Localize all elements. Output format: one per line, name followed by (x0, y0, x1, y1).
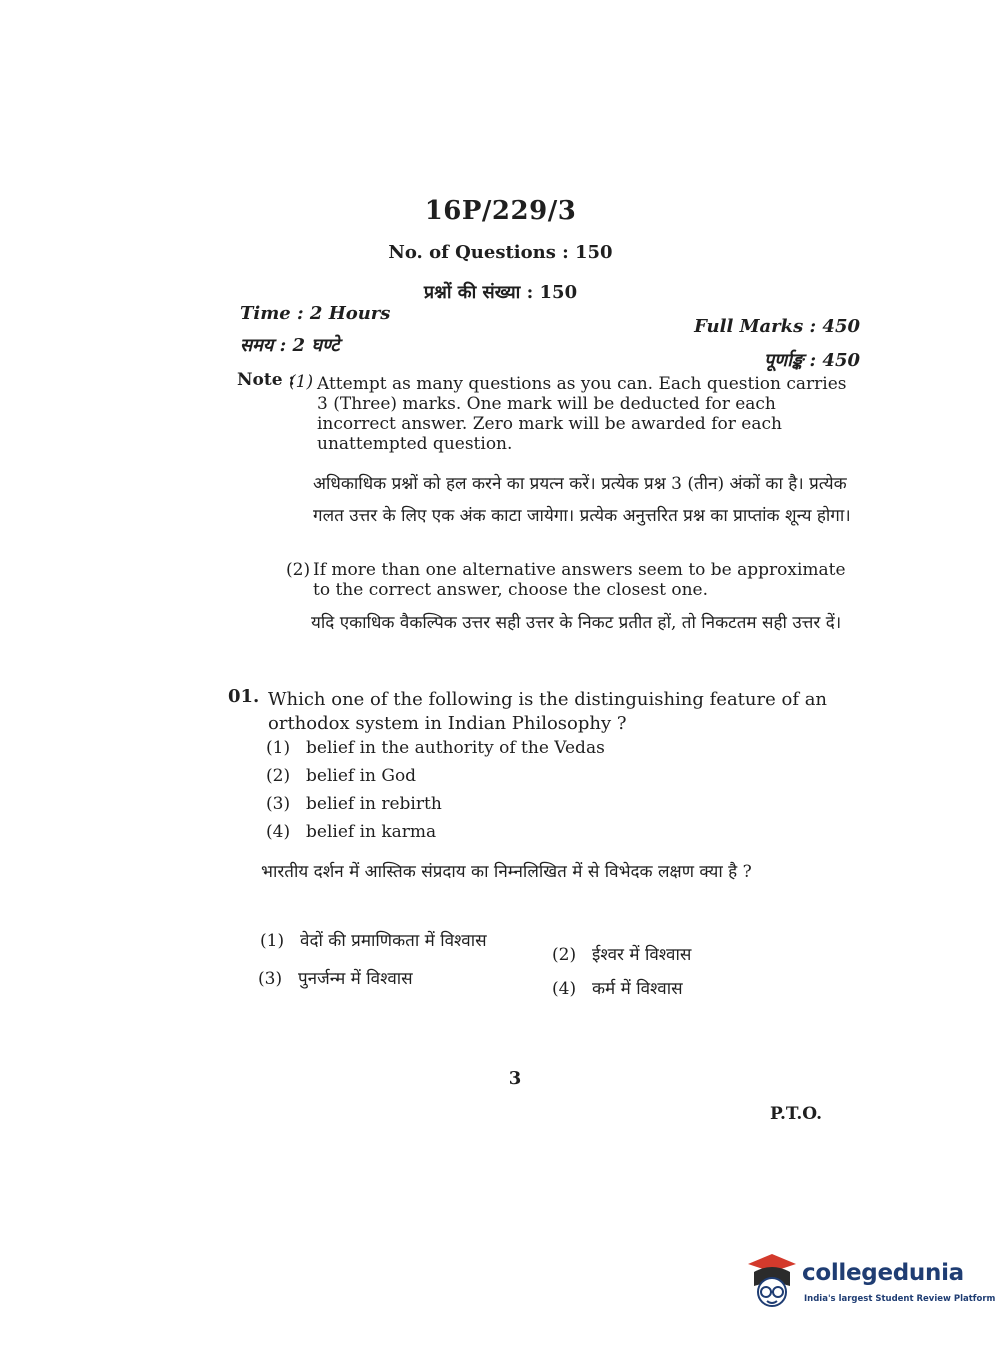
note-1-en: Attempt as many questions as you can. Each question carries 3 (Three) marks. One mark will be deducted for each incorrect answer. Zero mark will be awarded for each unattempted question. (317, 374, 847, 454)
option-en-1 (266, 738, 605, 758)
option-number: (1) (260, 931, 285, 951)
option-en-4 (266, 822, 436, 842)
option-number: (2) (552, 945, 577, 965)
option-text: कर्म में विश्वास (592, 979, 683, 999)
page-number: 3 (508, 1068, 522, 1089)
collegedunia-watermark (742, 1250, 996, 1312)
option-text: belief in God (306, 766, 417, 786)
option-number: (4) (266, 822, 291, 842)
paper-code: 16P/229/3 (424, 196, 577, 226)
option-number: (3) (266, 794, 291, 814)
full-marks-hi: पूर्णाङ्क : 450 (763, 350, 860, 371)
option-text: वेदों की प्रमाणिकता में विश्वास (300, 931, 487, 951)
option-en-2 (266, 766, 416, 786)
time-en: Time : 2 Hours (240, 303, 391, 324)
question-text-hi: भारतीय दर्शन में आस्तिक संप्रदाय का निम्नलिखित में से विभेदक लक्षण क्या है ? (261, 862, 752, 882)
pto-label: P.T.O. (770, 1104, 822, 1124)
option-text: belief in rebirth (306, 794, 442, 814)
student-mascot-icon (742, 1250, 800, 1312)
option-number: (4) (552, 979, 577, 999)
option-number: (3) (258, 969, 283, 989)
note-label: Note : (237, 370, 295, 390)
full-marks-en: Full Marks : 450 (694, 316, 860, 337)
time-hi: समय : 2 घण्टे (240, 335, 340, 356)
option-number: (1) (266, 738, 291, 758)
num-questions-en: No. of Questions : 150 (388, 242, 613, 263)
question-number: 01. (228, 686, 260, 707)
watermark-name: collegedunia (802, 1260, 964, 1286)
num-questions-hi: प्रश्नों की संख्या : 150 (423, 282, 578, 303)
option-text: belief in the authority of the Vedas (306, 738, 605, 758)
option-text: पुनर्जन्म में विश्वास (298, 969, 413, 989)
watermark-tagline: India's largest Student Review Platform (804, 1294, 996, 1304)
option-hi-2 (552, 942, 691, 965)
option-hi-3 (258, 966, 413, 989)
note-2-number: (2) (286, 560, 311, 580)
question-text-en: Which one of the following is the distinguishing feature of an orthodox system in Indian Philosophy ? (268, 689, 828, 734)
option-hi-1 (260, 928, 487, 951)
option-text: belief in karma (306, 822, 437, 842)
option-number: (2) (266, 766, 291, 786)
option-hi-4 (552, 976, 683, 999)
option-text: ईश्वर में विश्वास (592, 945, 692, 965)
option-en-3 (266, 794, 442, 814)
note-1-hi: अधिकाधिक प्रश्नों को हल करने का प्रयत्न करें। प्रत्येक प्रश्न 3 (तीन) अंकों का है। प्रत्येक गलत उत्तर के लिए एक अंक काटा जायेगा। प्रत्येक अनुत्तरित प्रश्न का प्राप्तांक शून्य होगा। (313, 474, 851, 526)
note-2-hi: यदि एकाधिक वैकल्पिक उत्तर सही उत्तर के निकट प्रतीत हों, तो निकटतम सही उत्तर दें। (311, 613, 842, 633)
note-1-number: (1) (289, 372, 314, 392)
note-2-en: If more than one alternative answers seem to be approximate to the correct answer, choose the closest one. (313, 560, 846, 600)
